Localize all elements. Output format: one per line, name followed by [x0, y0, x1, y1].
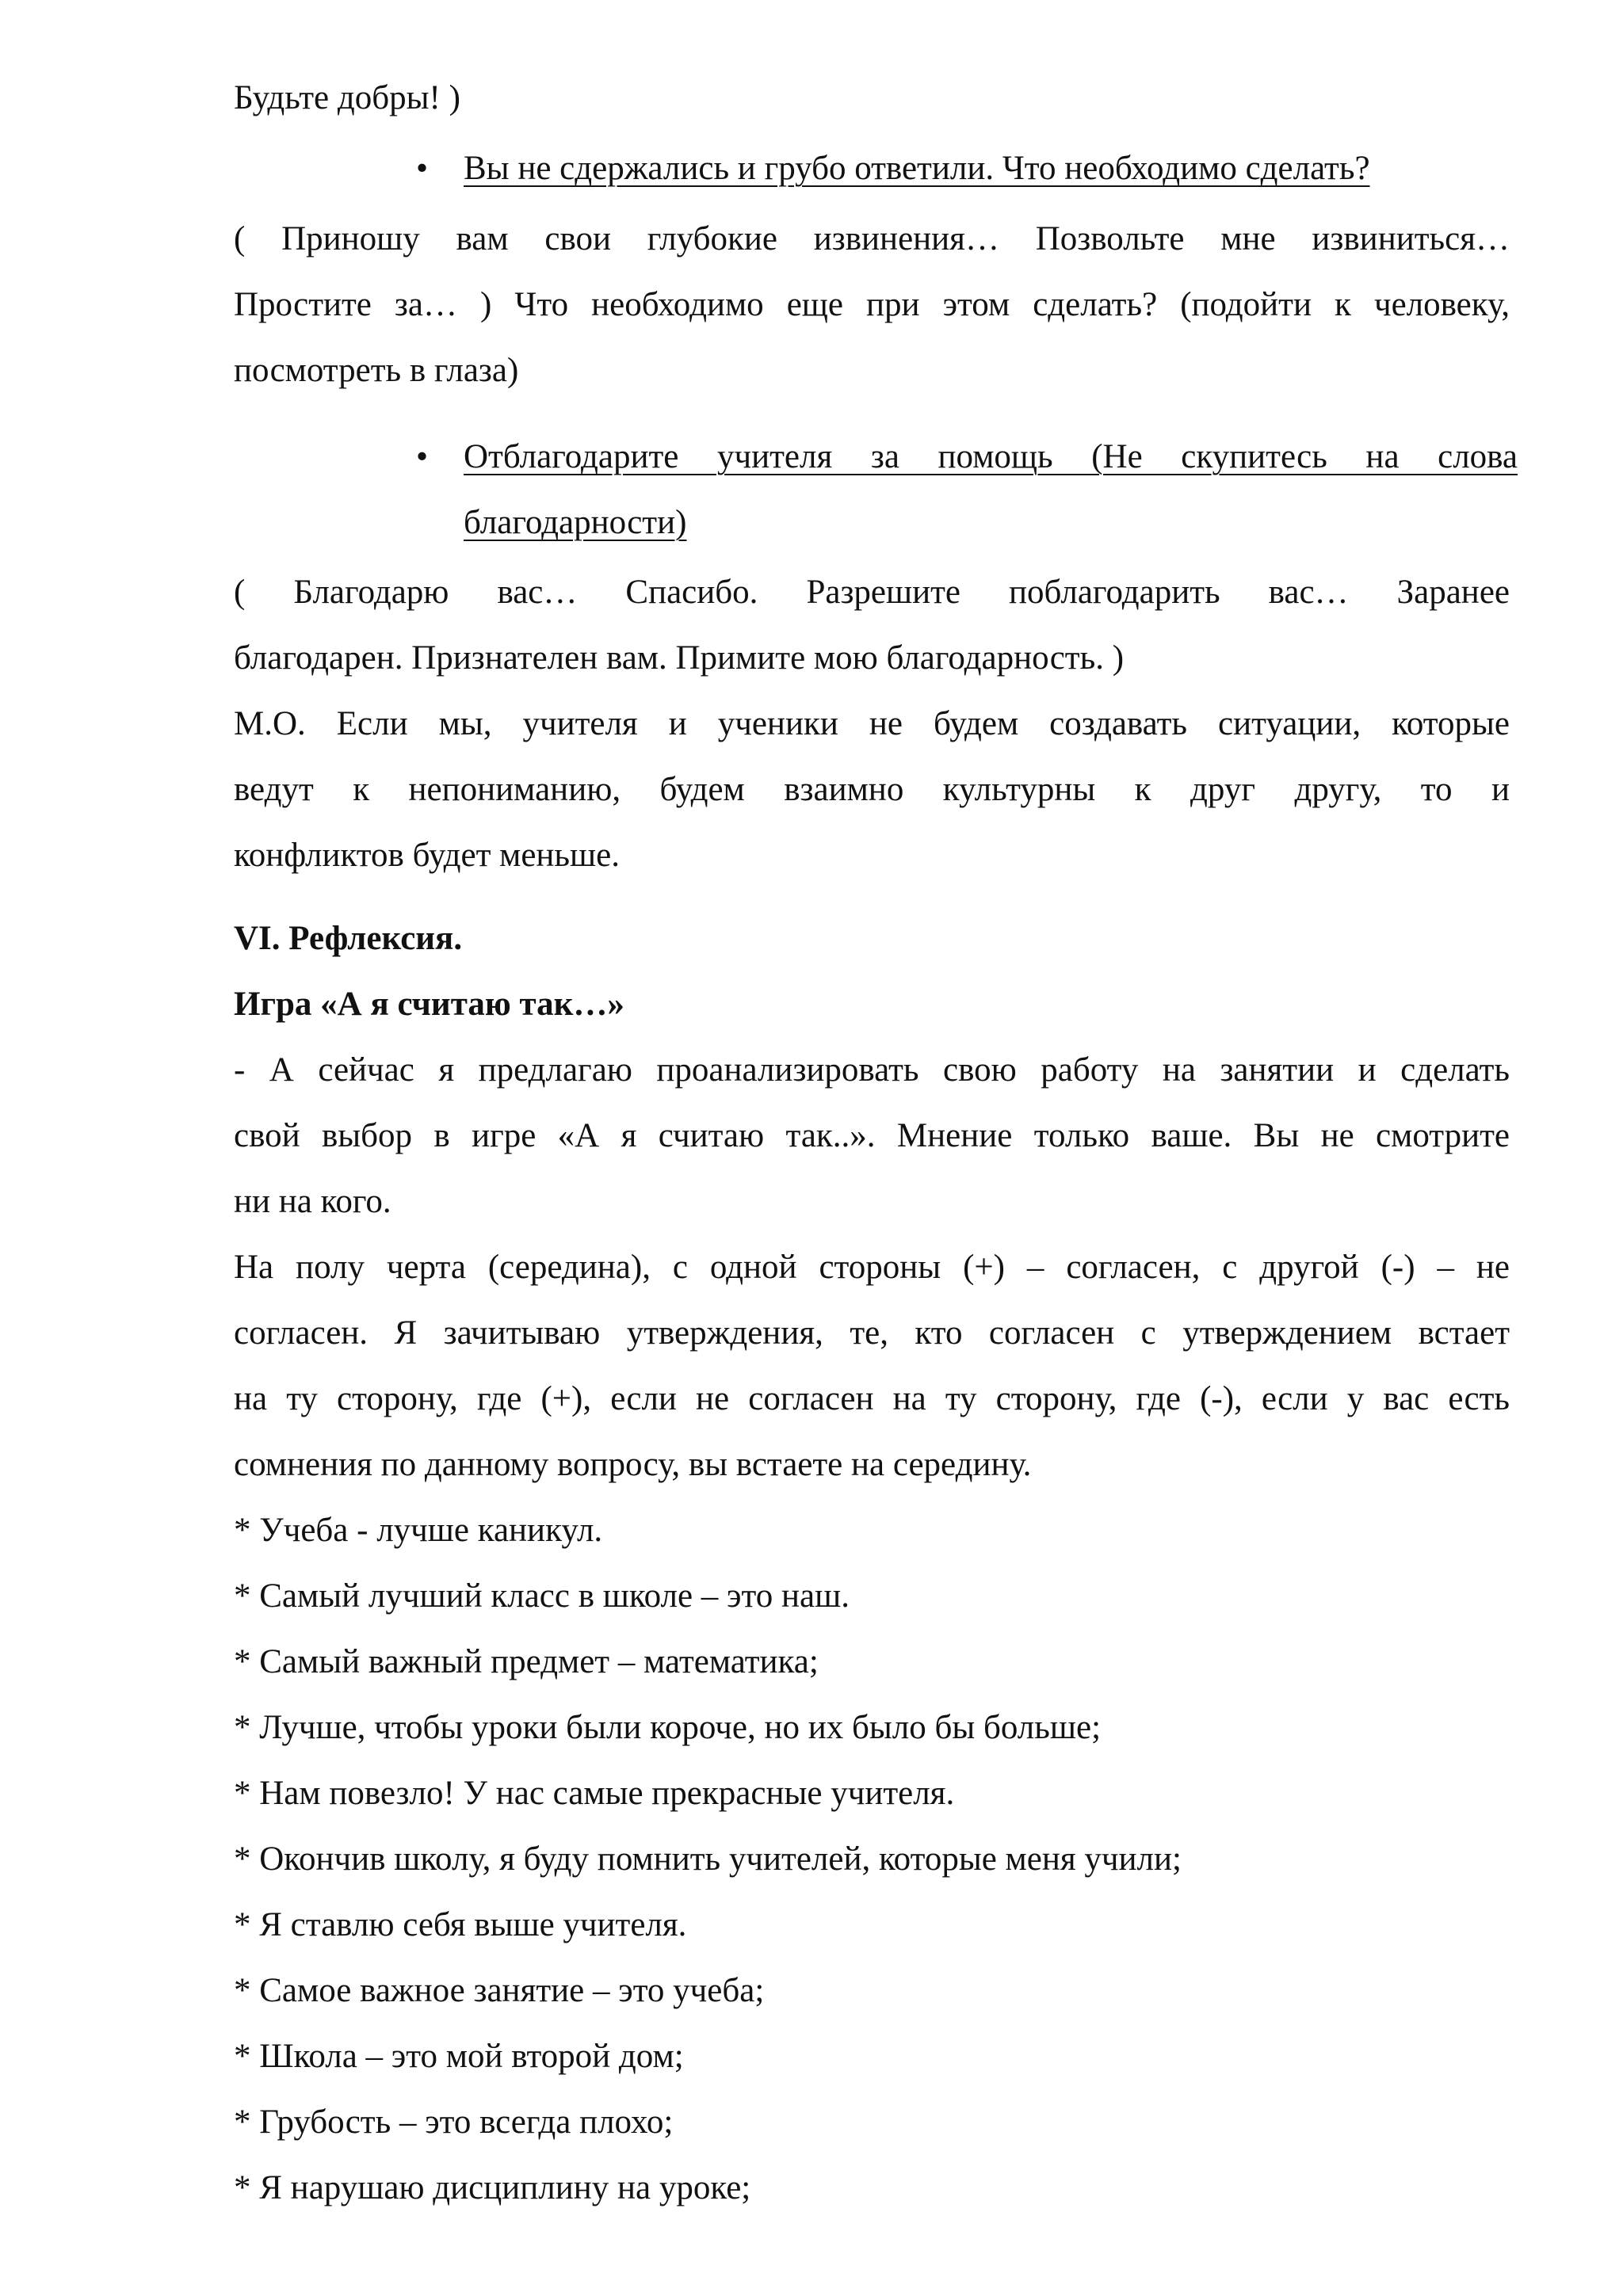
text-line: ведут к непониманию, будем взаимно культурны к друг другу, то и	[234, 771, 1510, 808]
statement-item: * Самый лучший класс в школе – это наш.	[234, 1577, 850, 1615]
statement-item: * Грубость – это всегда плохо;	[234, 2103, 674, 2141]
statement-item: * Лучше, чтобы уроки были короче, но их было бы больше;	[234, 1709, 1102, 1746]
game-heading: Игра «А я считаю так…»	[234, 986, 624, 1023]
bullet-item-text	[464, 147, 1526, 191]
text-line: Простите за… ) Что необходимо еще при этом сделать? (подойти к человеку,	[234, 286, 1510, 323]
text-line: Будьте добры! )	[234, 79, 460, 116]
statement-item: * Самое важное занятие – это учеба;	[234, 1972, 765, 2009]
bullet-item-text	[464, 435, 1518, 479]
text-line: М.О. Если мы, учителя и ученики не будем создавать ситуации, которые	[234, 705, 1510, 742]
text-line: посмотреть в глаза)	[234, 352, 519, 389]
text-line: на ту сторону, где (+), если не согласен на ту сторону, где (-), если у вас есть	[234, 1380, 1510, 1417]
text-line: - А сейчас я предлагаю проанализировать свою работу на занятии и сделать	[234, 1051, 1510, 1089]
statement-item: * Окончив школу, я буду помнить учителей, которые меня учили;	[234, 1840, 1182, 1878]
statement-item: * Я ставлю себя выше учителя.	[234, 1906, 687, 1943]
statement-item: * Учеба - лучше каникул.	[234, 1512, 603, 1549]
text-line: ни на кого.	[234, 1183, 391, 1220]
bullet-icon: •	[416, 150, 429, 187]
bullet-icon: •	[416, 438, 429, 475]
statement-item: * Я нарушаю дисциплину на уроке;	[234, 2169, 751, 2206]
text-line: свой выбор в игре «А я считаю так..». Мнение только ваше. Вы не смотрите	[234, 1117, 1510, 1154]
bullet-item-text	[464, 501, 1518, 545]
statement-item: * Школа – это мой второй дом;	[234, 2038, 684, 2075]
section-heading: VI. Рефлексия.	[234, 920, 463, 957]
text-line: ( Приношу вам свои глубокие извинения… Позвольте мне извиниться…	[234, 220, 1510, 257]
underlined-text: Отблагодарите учителя за помощь (Не скупитесь на слова	[464, 438, 1518, 475]
text-line: конфликтов будет меньше.	[234, 837, 620, 874]
text-line: ( Благодарю вас… Спасибо. Разрешите поблагодарить вас… Заранее	[234, 574, 1510, 611]
text-line: На полу черта (середина), с одной стороны (+) – согласен, с другой (-) – не	[234, 1249, 1510, 1286]
underlined-text: Вы не сдержались и грубо ответили. Что необходимо сделать?	[464, 150, 1370, 187]
underlined-text: благодарности)	[464, 504, 687, 541]
text-line: сомнения по данному вопросу, вы встаете на середину.	[234, 1446, 1032, 1483]
text-line: согласен. Я зачитываю утверждения, те, кто согласен с утверждением встает	[234, 1314, 1510, 1352]
statement-item: * Нам повезло! У нас самые прекрасные учителя.	[234, 1775, 955, 1812]
text-line: благодарен. Признателен вам. Примите мою благодарность. )	[234, 639, 1125, 677]
statement-item: * Самый важный предмет – математика;	[234, 1643, 819, 1680]
